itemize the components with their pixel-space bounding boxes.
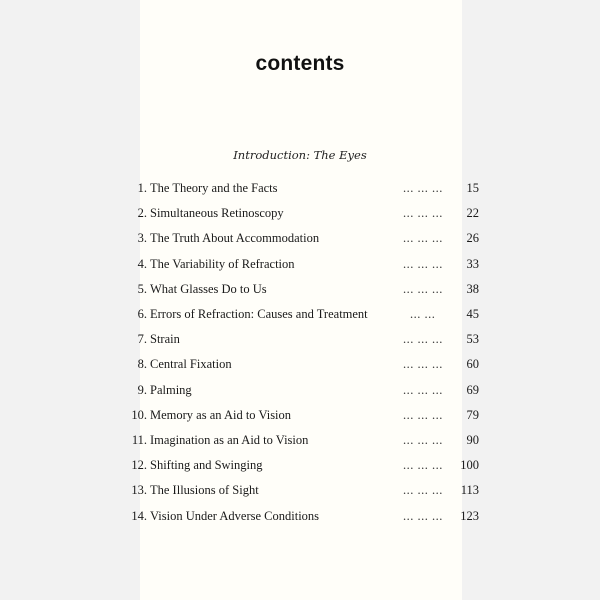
toc-entry-number: 5. xyxy=(137,281,147,296)
toc-entry-number: 4. xyxy=(137,256,147,271)
toc-entry-leader: ... ... ... xyxy=(403,281,443,296)
toc-entry-page-number: 45 xyxy=(466,307,479,321)
toc-entry-title: Strain xyxy=(150,332,180,347)
toc-entry-leader: ... ... ... xyxy=(403,458,443,473)
toc-entry-number: 11. xyxy=(131,433,147,447)
toc-entry-title: Errors of Refraction: Causes and Treatment xyxy=(150,307,368,321)
toc-entry-leader: ... ... ... xyxy=(403,382,443,397)
toc-entry-title: Simultaneous Retinoscopy xyxy=(150,206,284,221)
toc-entry-page-number: 79 xyxy=(466,407,479,422)
toc-entry-title: The Theory and the Facts xyxy=(150,181,278,195)
introduction-heading: Introduction: The Eyes xyxy=(233,148,367,162)
toc-entry-title: The Truth About Accommodation xyxy=(150,231,320,246)
toc-entry xyxy=(0,257,600,275)
toc-entry-leader: ... ... ... xyxy=(403,407,443,422)
toc-entry-page-number: 22 xyxy=(466,206,479,221)
toc-entry-title: What Glasses Do to Us xyxy=(150,281,267,296)
toc-entry-number: 2. xyxy=(137,206,147,221)
toc-entry-title: The Illusions of Sight xyxy=(150,483,259,498)
toc-entry-page-number: 100 xyxy=(460,458,479,473)
toc-entry-number: 6. xyxy=(137,307,147,321)
toc-entry xyxy=(0,231,600,249)
toc-entry xyxy=(0,206,600,224)
toc-entry-page-number: 69 xyxy=(466,382,479,397)
toc-entry-page-number: 33 xyxy=(466,256,479,271)
toc-entry-leader: ... ... ... xyxy=(403,231,443,246)
toc-entry-title: Shifting and Swinging xyxy=(150,458,263,473)
toc-entry-page-number: 90 xyxy=(466,433,479,447)
toc-entry xyxy=(0,181,600,199)
toc-entry-number: 13. xyxy=(131,483,147,498)
toc-entry xyxy=(0,408,600,426)
toc-entry xyxy=(0,458,600,476)
toc-entry-page-number: 53 xyxy=(466,332,479,347)
toc-entry xyxy=(0,332,600,350)
toc-entry-number: 1. xyxy=(137,181,147,195)
toc-entry-leader: ... ... ... xyxy=(403,508,443,523)
toc-entry-leader: ... ... ... xyxy=(403,332,443,347)
toc-entry-number: 14. xyxy=(131,508,147,523)
toc-entry-page-number: 60 xyxy=(466,357,479,372)
toc-entry xyxy=(0,483,600,501)
toc-entry-leader: ... ... ... xyxy=(403,483,443,498)
toc-entry-title: Palming xyxy=(150,382,192,397)
page-title: contents xyxy=(255,52,345,75)
toc-entry xyxy=(0,307,600,325)
toc-entry-title: The Variability of Refraction xyxy=(150,256,295,271)
toc-entry-number: 3. xyxy=(137,231,147,246)
toc-entry-leader: ... ... ... xyxy=(403,357,443,372)
toc-entry-page-number: 123 xyxy=(460,508,479,523)
toc-entry xyxy=(0,433,600,451)
toc-entry-title: Memory as an Aid to Vision xyxy=(150,407,292,422)
toc-entry-title: Vision Under Adverse Conditions xyxy=(150,508,320,523)
toc-entry-number: 10. xyxy=(131,407,147,422)
toc-entry-leader: ... ... ... xyxy=(403,433,443,447)
toc-entry-leader: ... ... xyxy=(410,307,436,321)
toc-entry-number: 9. xyxy=(137,382,147,397)
toc-entry-title: Central Fixation xyxy=(150,357,232,372)
toc-entry xyxy=(0,383,600,401)
toc-entry-page-number: 113 xyxy=(460,483,479,498)
toc-entry-page-number: 38 xyxy=(466,281,479,296)
toc-entry-leader: ... ... ... xyxy=(403,256,443,271)
toc-entry-title: Imagination as an Aid to Vision xyxy=(150,433,309,447)
toc-entry-number: 12. xyxy=(131,458,147,473)
toc-entry-number: 7. xyxy=(137,332,147,347)
toc-entry-page-number: 15 xyxy=(466,181,479,195)
toc-entry xyxy=(0,509,600,527)
toc-entry-leader: ... ... ... xyxy=(403,181,443,195)
toc-entry xyxy=(0,282,600,300)
toc-entry-number: 8. xyxy=(137,357,147,372)
toc-entry-page-number: 26 xyxy=(466,231,479,246)
toc-entry-leader: ... ... ... xyxy=(403,206,443,221)
toc-entry xyxy=(0,357,600,375)
